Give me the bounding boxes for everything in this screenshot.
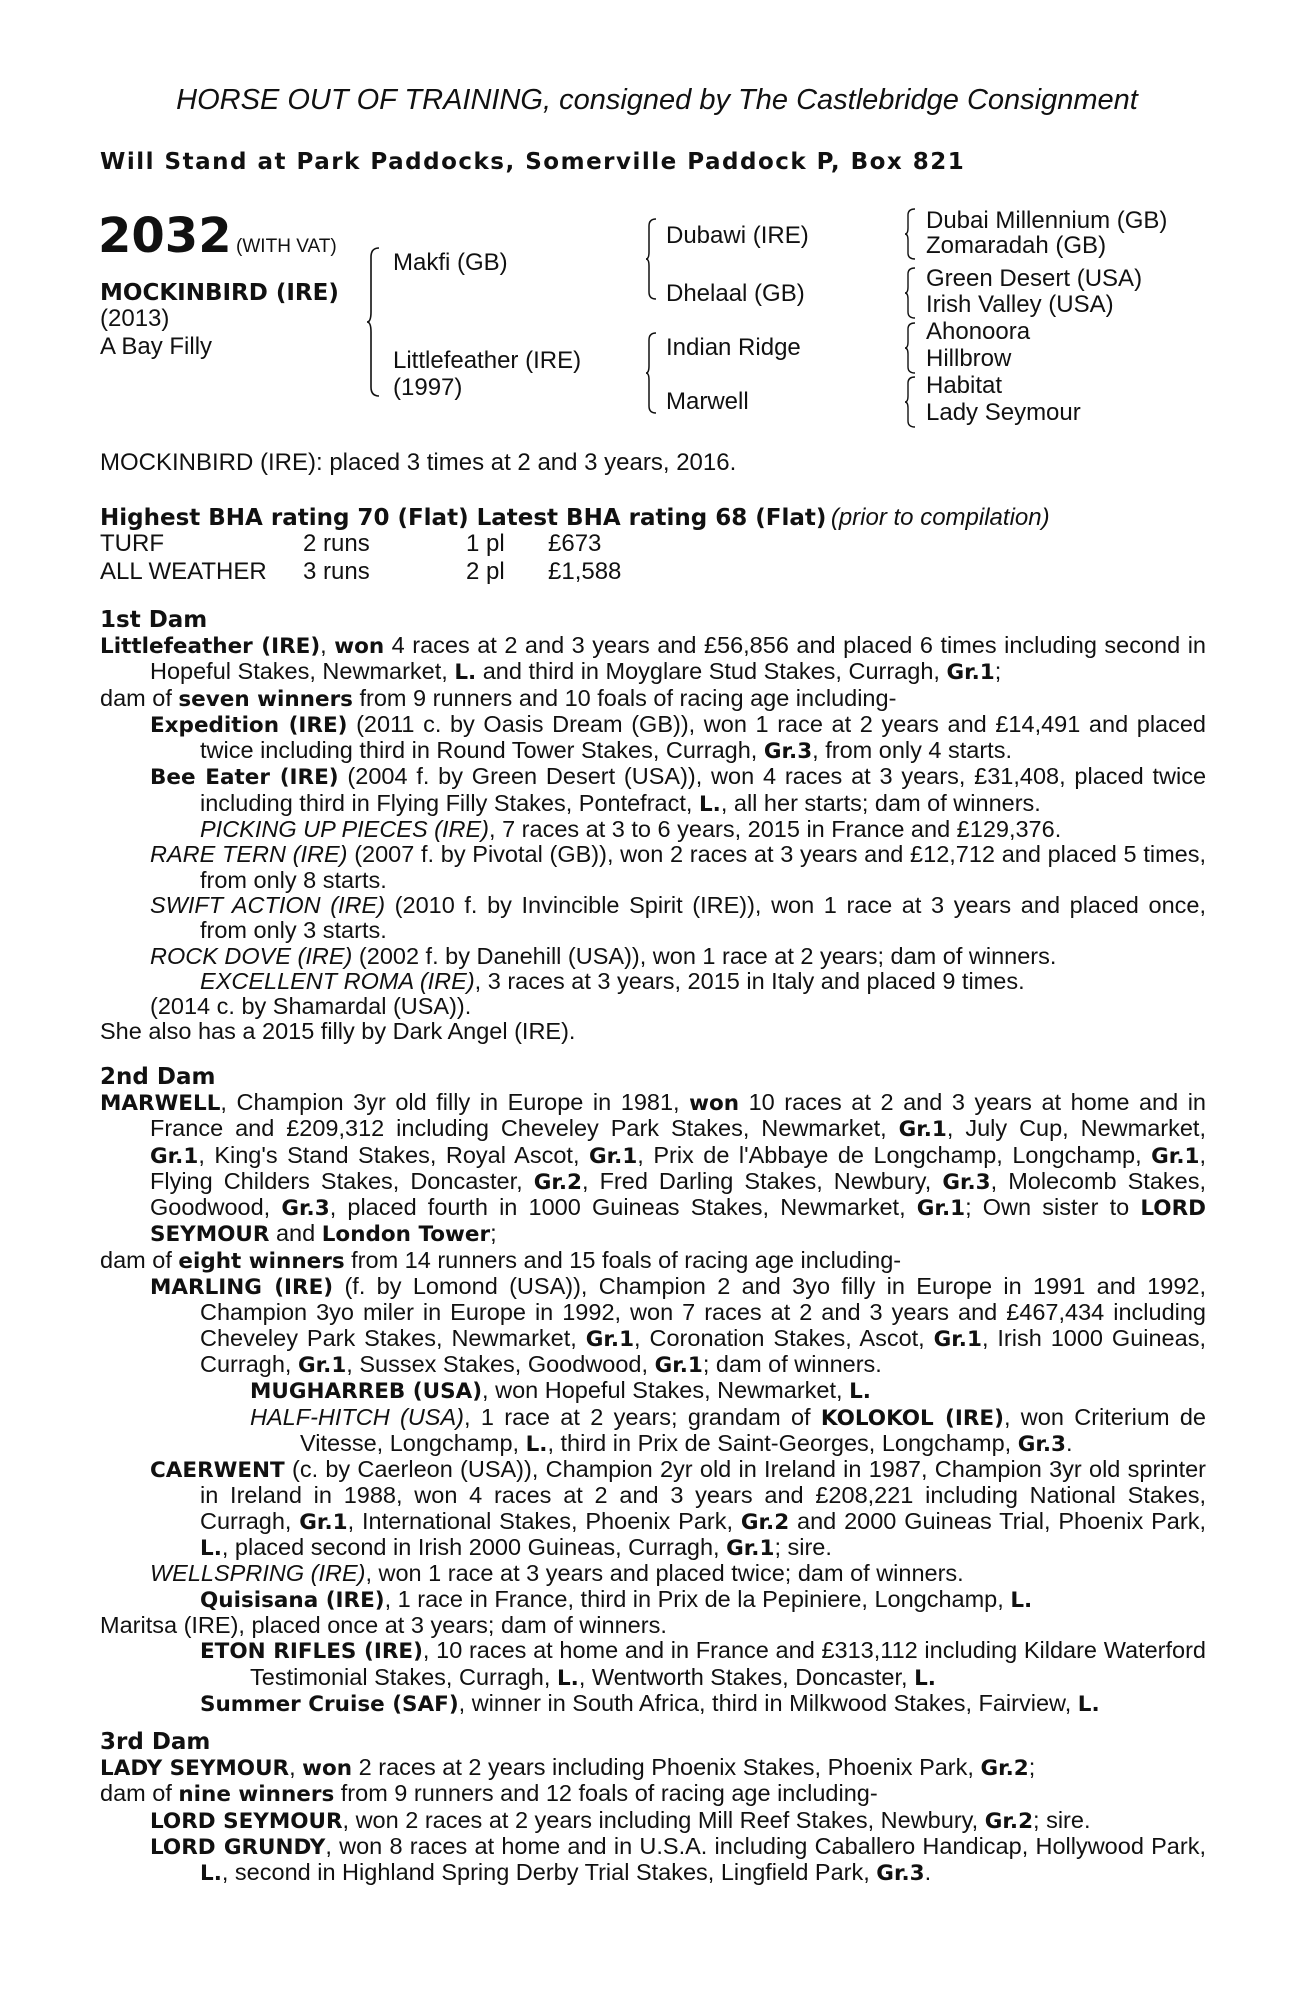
first-dam-heading: 1st Dam [100, 607, 208, 633]
dam-paragraph: Littlefeather (IRE), won 4 races at 2 and 3 years and £56,856 and placed 6 times including second in Hopeful Stakes, Newmarket, L. and third in Moyglare Stud Stakes, Curragh, Gr.1; [100, 632, 1206, 686]
perf-placed: 2 pl [466, 558, 505, 585]
performance-table [100, 530, 621, 586]
progeny-entry: Expedition (IRE) (2011 c. by Oasis Dream (GB)), won 1 race at 2 years and £14,491 and placed twice including third in Round Tower Stakes, Curragh, Gr.3, from only 4 starts. [150, 710, 1207, 765]
performance-row-turf [100, 530, 621, 558]
dam-of-line: dam of eight winners from 14 runners and 15 foals of racing age including- [100, 1246, 902, 1274]
horse-name: MOCKINBIRD (IRE) [100, 280, 339, 306]
third-dam-heading: 3rd Dam [100, 1729, 211, 1755]
perf-placed: 1 pl [466, 530, 505, 557]
consignment-header: HORSE OUT OF TRAINING, consigned by The Castlebridge Consignment [176, 84, 1138, 116]
pedigree-brace-dam [645, 332, 657, 414]
pedigree-g3-5: Ahonoora [926, 318, 1031, 345]
pedigree-g3-3: Green Desert (USA) [926, 265, 1143, 292]
progeny-entry: LORD SEYMOUR, won 2 races at 2 years including Mill Reef Stakes, Newbury, Gr.2; sire. [150, 1806, 1091, 1834]
progeny-entry: MARLING (IRE) (f. by Lomond (USA)), Champion 2 and 3yo filly in Europe in 1991 and 1992, Champion 3yo miler in Europe in 1992, won 7 races at 2 and 3 years and £467,434 including Cheveley Park Stakes, Newmarket, Gr.1, Coronation Stakes, Ascot, Gr.1, Irish 1000 Guineas, Curragh, Gr.1, Sussex Stakes, Goodwood, Gr.1; dam of winners. [150, 1273, 1206, 1378]
pedigree-brace-sire [645, 218, 657, 300]
progeny-entry: ETON RIFLES (IRE), 10 races at home and in France and £313,112 including Kildare Waterford Testimonial Stakes, Curragh, L., Wentworth Stakes, Doncaster, L. [200, 1637, 1206, 1691]
progeny-entry: PICKING UP PIECES (IRE), 7 races at 3 to 6 years, 2015 in France and £129,376. [200, 816, 1062, 843]
progeny-entry: RARE TERN (IRE) (2007 f. by Pivotal (GB)), won 2 races at 3 years and £12,712 and placed 5 times, from only 8 starts. [150, 841, 1206, 893]
dam-paragraph: MARWELL, Champion 3yr old filly in Europe in 1981, won 10 races at 2 and 3 years at home and in France and £209,312 including Cheveley Park Stakes, Newmarket, Gr.1, July Cup, Newmarket, Gr.1, King's Stand Stakes, Royal Ascot, Gr.1, Prix de l'Abbaye de Longchamp, Longchamp, Gr.1, Flying Childers Stakes, Doncaster, Gr.2, Fred Darling Stakes, Newbury, Gr.3, Molecomb Stakes, Goodwood, Gr.3, placed fourth in 1000 Guineas Stakes, Newmarket, Gr.1; Own sister to LORD SEYMOUR and London Tower; [100, 1089, 1206, 1248]
second-dam-heading: 2nd Dam [100, 1064, 216, 1090]
dam-paragraph: LADY SEYMOUR, won 2 races at 2 years including Phoenix Stakes, Phoenix Park, Gr.2; [100, 1754, 1036, 1781]
pedigree-g3-4: Irish Valley (USA) [926, 291, 1114, 318]
pedigree-g3-1: Dubai Millennium (GB) [926, 207, 1168, 234]
dam-of-line: dam of nine winners from 9 runners and 12 foals of racing age including- [100, 1780, 878, 1808]
lot-number: 2032 [98, 208, 232, 264]
performance-row-all-weather [100, 558, 621, 586]
progeny-entry: SWIFT ACTION (IRE) (2010 f. by Invincible Spirit (IRE)), won 1 race at 3 years and placed once, from only 3 starts. [150, 891, 1206, 944]
perf-surface: TURF [100, 530, 164, 557]
pedigree-brace-main [366, 247, 380, 397]
rating-line [100, 504, 1050, 532]
perf-runs: 2 runs [303, 530, 370, 557]
progeny-entry: Maritsa (IRE), placed once at 3 years; dam of winners. [100, 1611, 667, 1638]
progeny-entry: MUGHARREB (USA), won Hopeful Stakes, Newmarket, L. [250, 1377, 871, 1405]
pedigree-g3-7: Habitat [926, 372, 1003, 399]
progeny-entry: Quisisana (IRE), 1 race in France, third in Prix de la Pepiniere, Longchamp, L. [200, 1585, 1033, 1613]
dam-of-line: dam of seven winners from 9 runners and 10 foals of racing age including- [100, 684, 897, 712]
pedigree-dam-dam: Marwell [666, 388, 749, 415]
progeny-entry: CAERWENT (c. by Caerleon (USA)), Champion 2yr old in Ireland in 1987, Champion 3yr old sprinter in Ireland in 1988, won 4 races at 2 and 3 years and £208,221 including National Stakes, Curragh, Gr.1, International Stakes, Phoenix Park, Gr.2 and 2000 Guineas Trial, Phoenix Park, L., placed second in Irish 2000 Guineas, Curragh, Gr.1; sire. [150, 1456, 1206, 1562]
progeny-entry: HALF-HITCH (USA), 1 race at 2 years; grandam of KOLOKOL (IRE), won Criterium de Vitesse, Longchamp, L., third in Prix de Saint-Georges, Longchamp, Gr.3. [250, 1403, 1206, 1457]
vat-label: (WITH VAT) [236, 236, 337, 257]
first-dam-section [100, 633, 1206, 1045]
pedigree-dam: Littlefeather (IRE) [393, 347, 582, 374]
pedigree-brace-g3-4 [904, 376, 916, 428]
pedigree-brace-g3-1 [904, 208, 916, 260]
pedigree-brace-g3-2 [904, 267, 916, 319]
pedigree-g3-2: Zomaradah (GB) [926, 232, 1107, 259]
second-dam-section [100, 1090, 1206, 1717]
lot-header [98, 208, 337, 264]
progeny-entry: WELLSPRING (IRE), won 1 race at 3 years and placed twice; dam of winners. [150, 1560, 964, 1587]
progeny-entry: EXCELLENT ROMA (IRE), 3 races at 3 years, 2015 in Italy and placed 9 times. [200, 967, 1025, 994]
progeny-entry: Summer Cruise (SAF), winner in South Africa, third in Milkwood Stakes, Fairview, L. [200, 1689, 1100, 1717]
progeny-entry: (2014 c. by Shamardal (USA)). [150, 993, 472, 1020]
pedigree-sire-sire: Dubawi (IRE) [666, 222, 809, 249]
pedigree-dam-year: (1997) [393, 374, 463, 401]
pedigree-sire-dam: Dhelaal (GB) [666, 280, 805, 307]
rating-note: (prior to compilation) [830, 504, 1050, 531]
rating-text: Highest BHA rating 70 (Flat) Latest BHA rating 68 (Flat) [100, 505, 827, 531]
perf-amount: £673 [548, 530, 602, 557]
perf-amount: £1,588 [548, 558, 622, 585]
perf-surface: ALL WEATHER [100, 558, 267, 585]
race-summary: MOCKINBIRD (IRE): placed 3 times at 2 and 3 years, 2016. [100, 449, 737, 476]
progeny-entry: ROCK DOVE (IRE) (2002 f. by Danehill (USA)), won 1 race at 2 years; dam of winners. [150, 942, 1057, 969]
progeny-entry: She also has a 2015 filly by Dark Angel (IRE). [100, 1018, 576, 1045]
perf-runs: 3 runs [303, 558, 370, 585]
pedigree-dam-sire: Indian Ridge [666, 334, 801, 361]
progeny-entry: LORD GRUNDY, won 8 races at home and in U.S.A. including Caballero Handicap, Hollywood Park, L., second in Highland Spring Derby Trial Stakes, Lingfield Park, Gr.3. [150, 1832, 1206, 1887]
pedigree-brace-g3-3 [904, 322, 916, 374]
progeny-entry: Bee Eater (IRE) (2004 f. by Green Desert (USA)), won 4 races at 3 years, £31,408, placed twice including third in Flying Filly Stakes, Pontefract, L., all her starts; dam of winners. [150, 763, 1207, 817]
third-dam-section [100, 1755, 1206, 1886]
stand-location: Will Stand at Park Paddocks, Somerville Paddock P, Box 821 [100, 149, 966, 175]
horse-year: (2013) [100, 305, 170, 332]
pedigree-g3-8: Lady Seymour [926, 399, 1081, 426]
pedigree-sire: Makfi (GB) [393, 249, 508, 276]
pedigree-g3-6: Hillbrow [926, 345, 1012, 372]
horse-description: A Bay Filly [100, 333, 213, 360]
